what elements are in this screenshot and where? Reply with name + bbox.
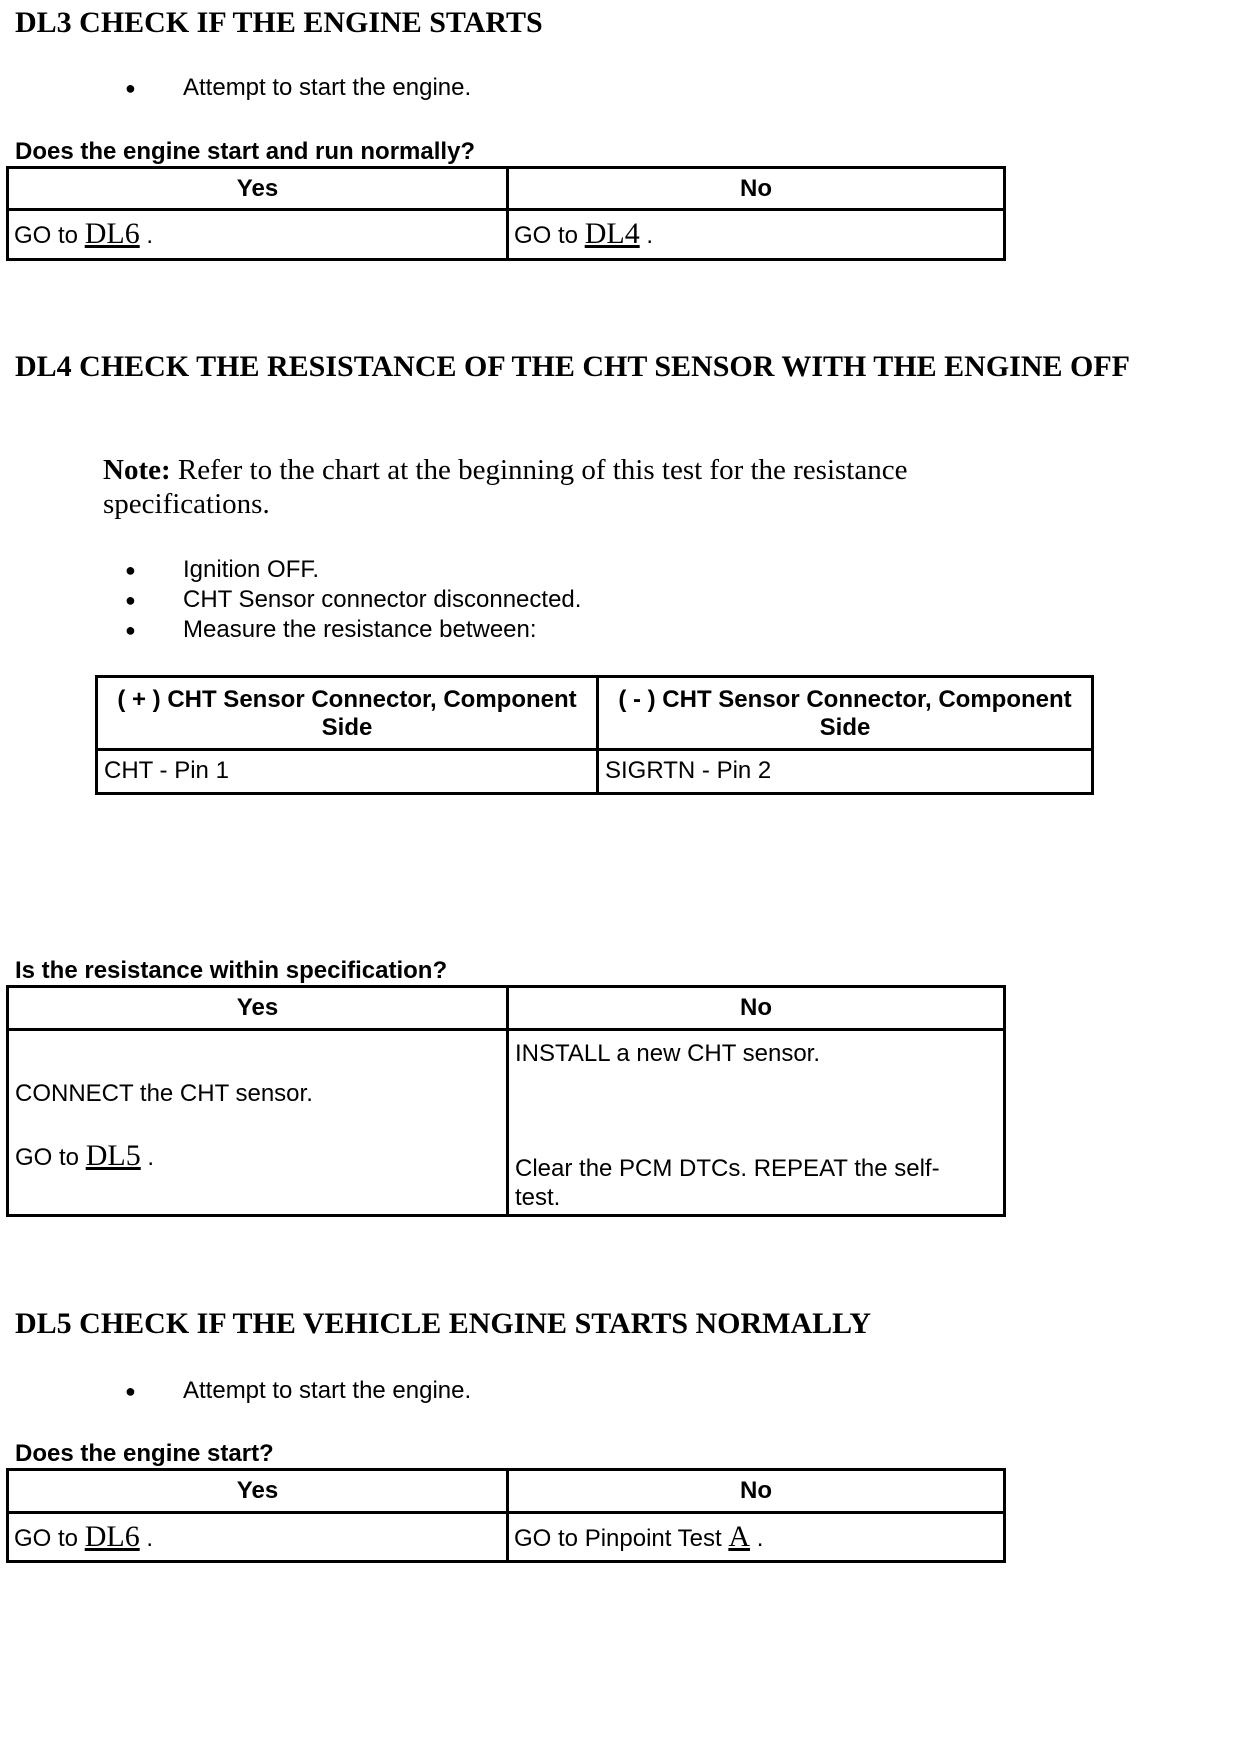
dl4-note [103,453,1053,521]
dl4-question: Is the resistance within specification? [15,957,448,984]
dl5-link[interactable]: DL5 [85,1139,141,1172]
bullet-icon: ● [125,590,136,610]
dl4-yes-goto: GO to DL5 . [15,1139,155,1172]
dl6-link[interactable]: DL6 [84,1520,140,1553]
dl4-neg-value: SIGRTN - Pin 2 [605,757,772,784]
dl4-heading: DL4 CHECK THE RESISTANCE OF THE CHT SENSOR WITH THE ENGINE OFF [15,350,1131,383]
dl4-pos-header: ( + ) CHT Sensor Connector, Component Side [117,686,577,741]
list-item: ● Ignition OFF. [125,556,320,583]
dl4-no-header: No [740,994,772,1021]
dl3-yes-header: Yes [236,175,279,202]
bullet-icon: ● [125,1381,136,1401]
dl5-no-header: No [740,1477,772,1504]
dl5-bullet-list [115,1374,471,1408]
dl4-link[interactable]: DL4 [584,217,640,250]
dl5-no-cell: GO to Pinpoint Test A . [514,1520,764,1553]
list-item: ● Measure the resistance between: [125,616,537,643]
dl5-yes-header: Yes [236,1477,279,1504]
dl4-neg-header: ( - ) CHT Sensor Connector, Component Side [618,686,1072,741]
list-item: ● CHT Sensor connector disconnected. [125,586,582,613]
dl3-result-table [6,166,1006,261]
dl5-yes-cell: GO to DL6 . [14,1520,154,1553]
dl4-measurement-table [95,675,1094,795]
dl3-question: Does the engine start and run normally? [15,138,476,165]
dl4-pos-value: CHT - Pin 1 [104,757,229,784]
table-divider [9,1028,1003,1031]
dl3-no-cell: GO to DL4 . [514,217,654,250]
pinpoint-test-a-link[interactable]: A [728,1520,751,1553]
dl4-bullet-list [115,555,581,645]
list-item: ● Attempt to start the engine. [115,71,471,105]
dl6-link[interactable]: DL6 [84,217,140,250]
dl4-no-line2: Clear the PCM DTCs. REPEAT the self-test. [515,1155,940,1211]
dl3-no-header: No [740,175,772,202]
dl4-no-line1: INSTALL a new CHT sensor. [515,1040,821,1067]
note-text: Refer to the chart at the beginning of this test for the resistance specifications. [103,454,908,520]
dl5-heading: DL5 CHECK IF THE VEHICLE ENGINE STARTS NORMALLY [15,1307,872,1340]
dl4-yes-header: Yes [236,994,279,1021]
dl3-heading: DL3 CHECK IF THE ENGINE STARTS [15,6,543,39]
list-item: ● Attempt to start the engine. [115,1374,471,1408]
dl5-result-table [6,1468,1006,1563]
bullet-icon: ● [125,620,136,640]
bullet-icon: ● [125,560,136,580]
dl4-result-table [6,985,1006,1217]
dl4-yes-line1: CONNECT the CHT sensor. [15,1080,313,1107]
dl3-bullet-list [115,71,471,105]
bullet-icon: ● [125,78,136,98]
dl3-yes-cell: GO to DL6 . [14,217,154,250]
dl5-question: Does the engine start? [15,1440,274,1467]
note-label: Note: [103,454,171,486]
